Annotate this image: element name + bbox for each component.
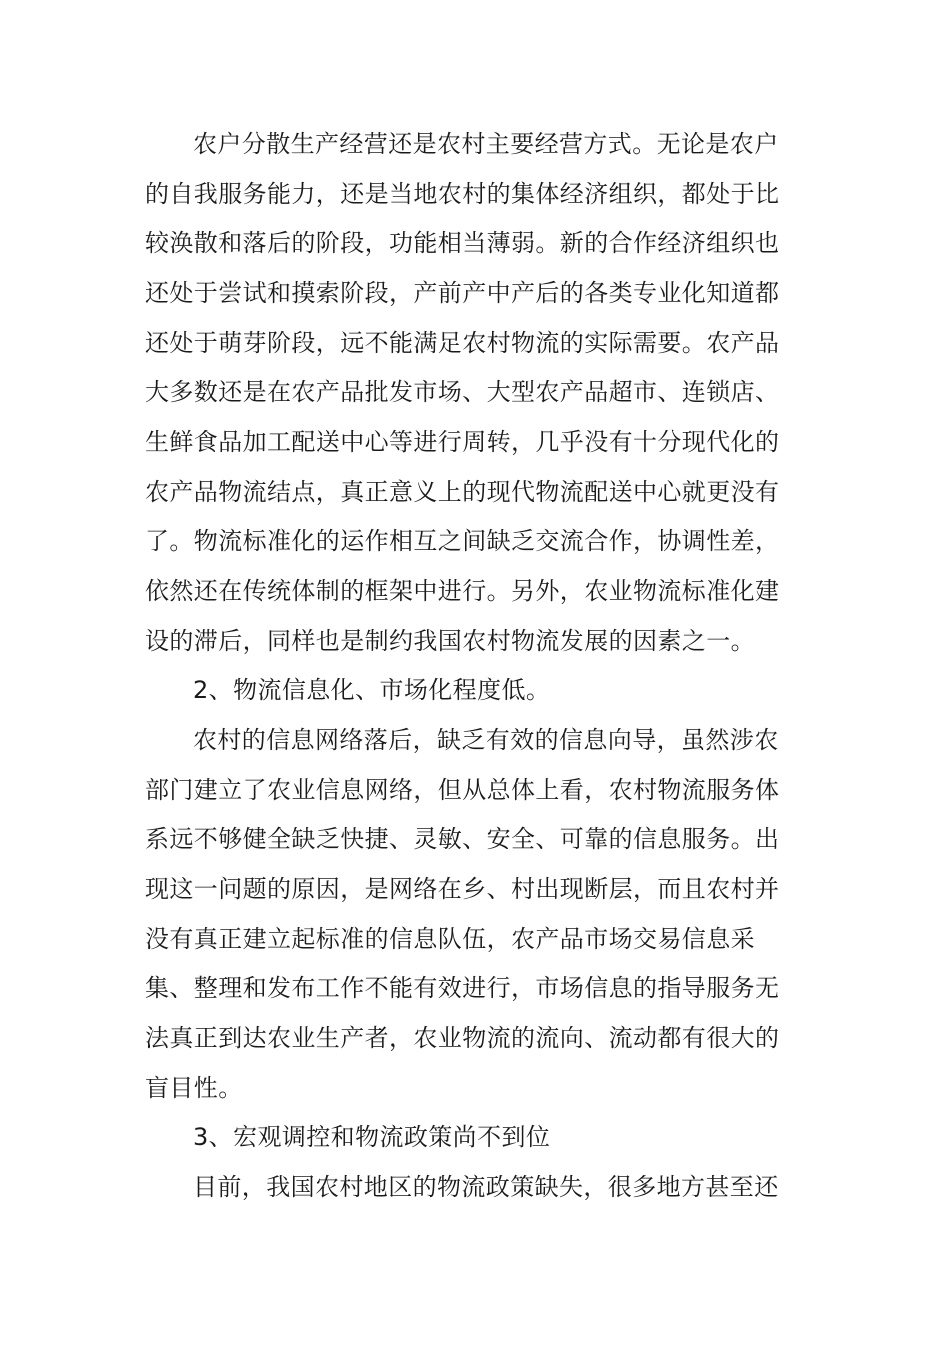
paragraph-1-line: 的自我服务能力，还是当地农村的集体经济组织，都处于比 bbox=[145, 180, 780, 208]
paragraph-2-line: 盲目性。 bbox=[145, 1074, 243, 1102]
paragraph-1-line: 了。物流标准化的运作相互之间缺乏交流合作，协调性差， bbox=[145, 527, 780, 555]
section-heading-3: 3、宏观调控和物流政策尚不到位 bbox=[193, 1123, 551, 1151]
paragraph-2-line: 部门建立了农业信息网络，但从总体上看，农村物流服务体 bbox=[145, 776, 780, 804]
paragraph-2-line: 集、整理和发布工作不能有效进行，市场信息的指导服务无 bbox=[145, 974, 780, 1002]
paragraph-1-line: 生鲜食品加工配送中心等进行周转，几乎没有十分现代化的 bbox=[145, 428, 780, 456]
paragraph-1-line: 农户分散生产经营还是农村主要经营方式。无论是农户 bbox=[193, 130, 779, 158]
paragraph-1-line: 较涣散和落后的阶段，功能相当薄弱。新的合作经济组织也 bbox=[145, 229, 780, 257]
paragraph-1-line: 农产品物流结点，真正意义上的现代物流配送中心就更没有 bbox=[145, 478, 780, 506]
paragraph-2-line: 农村的信息网络落后，缺乏有效的信息向导，虽然涉农 bbox=[193, 726, 779, 754]
paragraph-1-line: 依然还在传统体制的框架中进行。另外，农业物流标准化建 bbox=[145, 577, 780, 605]
paragraph-2-line: 法真正到达农业生产者，农业物流的流向、流动都有很大的 bbox=[145, 1024, 780, 1052]
paragraph-2-line: 没有真正建立起标准的信息队伍，农产品市场交易信息采 bbox=[145, 925, 755, 953]
paragraph-2-line: 系远不够健全缺乏快捷、灵敏、安全、可靠的信息服务。出 bbox=[145, 825, 780, 853]
section-heading-2: 2、物流信息化、市场化程度低。 bbox=[193, 676, 551, 704]
paragraph-1-line: 还处于尝试和摸索阶段，产前产中产后的各类专业化知道都 bbox=[145, 279, 780, 307]
paragraph-3-line: 目前，我国农村地区的物流政策缺失，很多地方甚至还 bbox=[193, 1173, 779, 1201]
paragraph-1-line: 还处于萌芽阶段，远不能满足农村物流的实际需要。农产品 bbox=[145, 329, 780, 357]
paragraph-1-line: 设的滞后，同样也是制约我国农村物流发展的因素之一。 bbox=[145, 627, 755, 655]
paragraph-2-line: 现这一问题的原因，是网络在乡、村出现断层，而且农村并 bbox=[145, 875, 780, 903]
paragraph-1-line: 大多数还是在农产品批发市场、大型农产品超市、连锁店、 bbox=[145, 378, 780, 406]
